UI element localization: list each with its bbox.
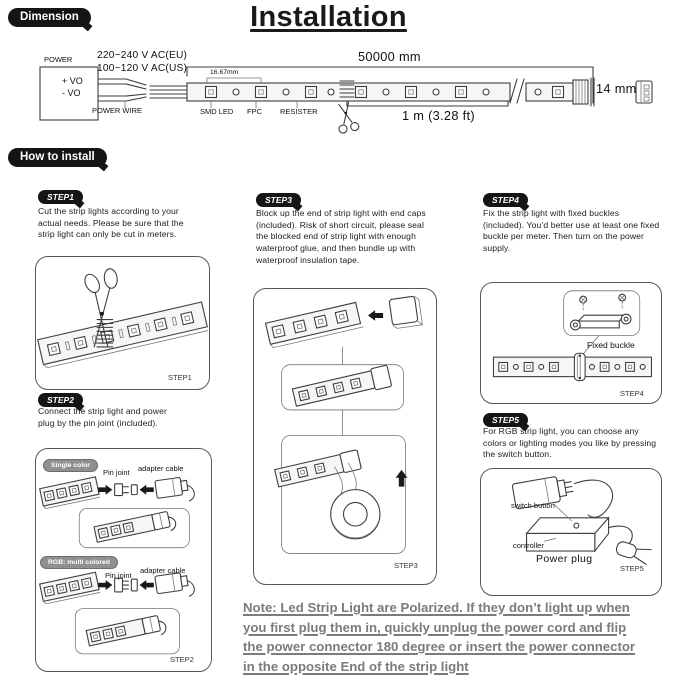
step4-figure-label: STEP4 <box>620 389 644 398</box>
dimension-badge: Dimension <box>8 8 91 27</box>
strip-with-cap <box>292 365 392 408</box>
step1-text: Cut the strip lights according to your actual needs. Please be sure that the strip light can only be cut in meters. <box>38 206 184 240</box>
power-plug-label: Power plug <box>536 553 593 565</box>
page-title: Installation <box>250 1 407 33</box>
pin-joint-4pin <box>115 578 138 592</box>
screw-icon <box>580 296 587 310</box>
switch-button-label: switch button <box>511 501 555 510</box>
strip-taped <box>274 450 361 488</box>
step4-text: Fix the strip light with fixed buckles (included). You’d better use at least one fixed buckle per meter. Then turn on the power supply. <box>483 208 660 254</box>
strip-connected <box>94 510 177 546</box>
power-plug <box>615 539 651 564</box>
how-to-install-badge: How to install <box>8 148 107 167</box>
step1-badge: STEP1 <box>38 190 83 204</box>
fixed-buckle-label: Fixed buckle <box>587 340 635 350</box>
strip <box>266 302 364 348</box>
screw-icon <box>619 294 626 308</box>
minus-terminal-label: - VO <box>62 88 81 98</box>
step2-badge: STEP2 <box>38 393 83 407</box>
cut-unit-label: 1 m (3.28 ft) <box>402 108 475 123</box>
strip-rgb <box>40 572 100 604</box>
minus-wire <box>98 94 187 101</box>
strip <box>38 302 208 369</box>
meter-dimension-line <box>347 101 508 106</box>
pin-joint-2pin <box>115 484 138 496</box>
step5-figure-label: STEP5 <box>620 564 644 573</box>
plus-terminal-label: + VO <box>62 76 83 86</box>
adapter-cable <box>155 476 195 506</box>
rgb-multi-colored-pill: RGB: multi colored <box>40 556 118 569</box>
fixed-buckle <box>571 314 631 330</box>
step3-badge: STEP3 <box>256 193 301 207</box>
step4-badge: STEP4 <box>483 193 528 207</box>
step5-illustration <box>481 469 660 594</box>
note-line: in the opposite End of the strip light <box>243 658 469 674</box>
controller-label: controller <box>513 541 544 550</box>
note-line: the power connector 180 degree or insert the power connector <box>243 639 636 655</box>
step5-text: For RGB strip light, you can choose any colors or lighting modes you like by pressing the switch button. <box>483 426 657 460</box>
adapter-cable-label: adapter cable <box>140 566 186 575</box>
adapter-cable-rgb <box>155 571 195 601</box>
led-pitch-label: 16.67mm <box>210 69 239 76</box>
step1-figure-label: STEP1 <box>168 373 192 382</box>
step2-text: Connect the strip light and power plug by the pin joint (included). <box>38 406 167 428</box>
step5-figure <box>480 468 662 596</box>
wire <box>574 480 612 517</box>
step3-text: Block up the end of strip light with end caps (included). Risk of short circuit, please seal the blocked end of strip light with enough waterproof glue, and then bundle up with waterproof insulation tape. <box>256 208 426 265</box>
power-label: POWER <box>44 55 73 64</box>
single-color-pill: Single color <box>43 459 98 472</box>
pitch-dimension-line <box>207 78 261 83</box>
step3-figure <box>253 288 437 585</box>
fpc-label: FPC <box>247 107 262 116</box>
step1-illustration <box>36 257 208 388</box>
polarity-note <box>243 598 679 676</box>
voltage-eu-label: 220~240 V AC(EU) <box>97 50 188 61</box>
voltage-us-label: 100~120 V AC(US) <box>97 63 188 74</box>
resister-label: RESISTER <box>280 107 318 116</box>
strip-rgb-connected <box>86 614 167 650</box>
pin-joint-label: Pin joint <box>103 468 130 477</box>
strip <box>40 477 100 509</box>
note-line: Note: Led Strip Light are Polarized. If they don’t light up when <box>243 600 630 615</box>
total-length-label: 50000 mm <box>358 49 421 64</box>
step1-figure <box>35 256 210 390</box>
adapter-cable-label: adapter cable <box>138 464 184 473</box>
buckle-on-strip <box>574 353 585 380</box>
pin-joint-label: Pin joint <box>105 571 132 580</box>
step5-badge: STEP5 <box>483 413 528 427</box>
end-connector <box>573 80 588 104</box>
note-line: you first plug them in, quickly unplug the power cord and flip <box>243 619 627 635</box>
break-mark <box>510 79 524 103</box>
step2-figure-label: STEP2 <box>170 655 194 664</box>
strip-width-label: 14 mm <box>596 81 637 96</box>
power-wire-label: POWER WIRE <box>92 106 142 115</box>
plus-wire <box>98 79 187 90</box>
step3-figure-label: STEP3 <box>394 561 418 570</box>
step3-illustration <box>254 289 435 583</box>
smd-led-label: SMD LED <box>200 107 234 116</box>
end-cap <box>389 296 422 329</box>
